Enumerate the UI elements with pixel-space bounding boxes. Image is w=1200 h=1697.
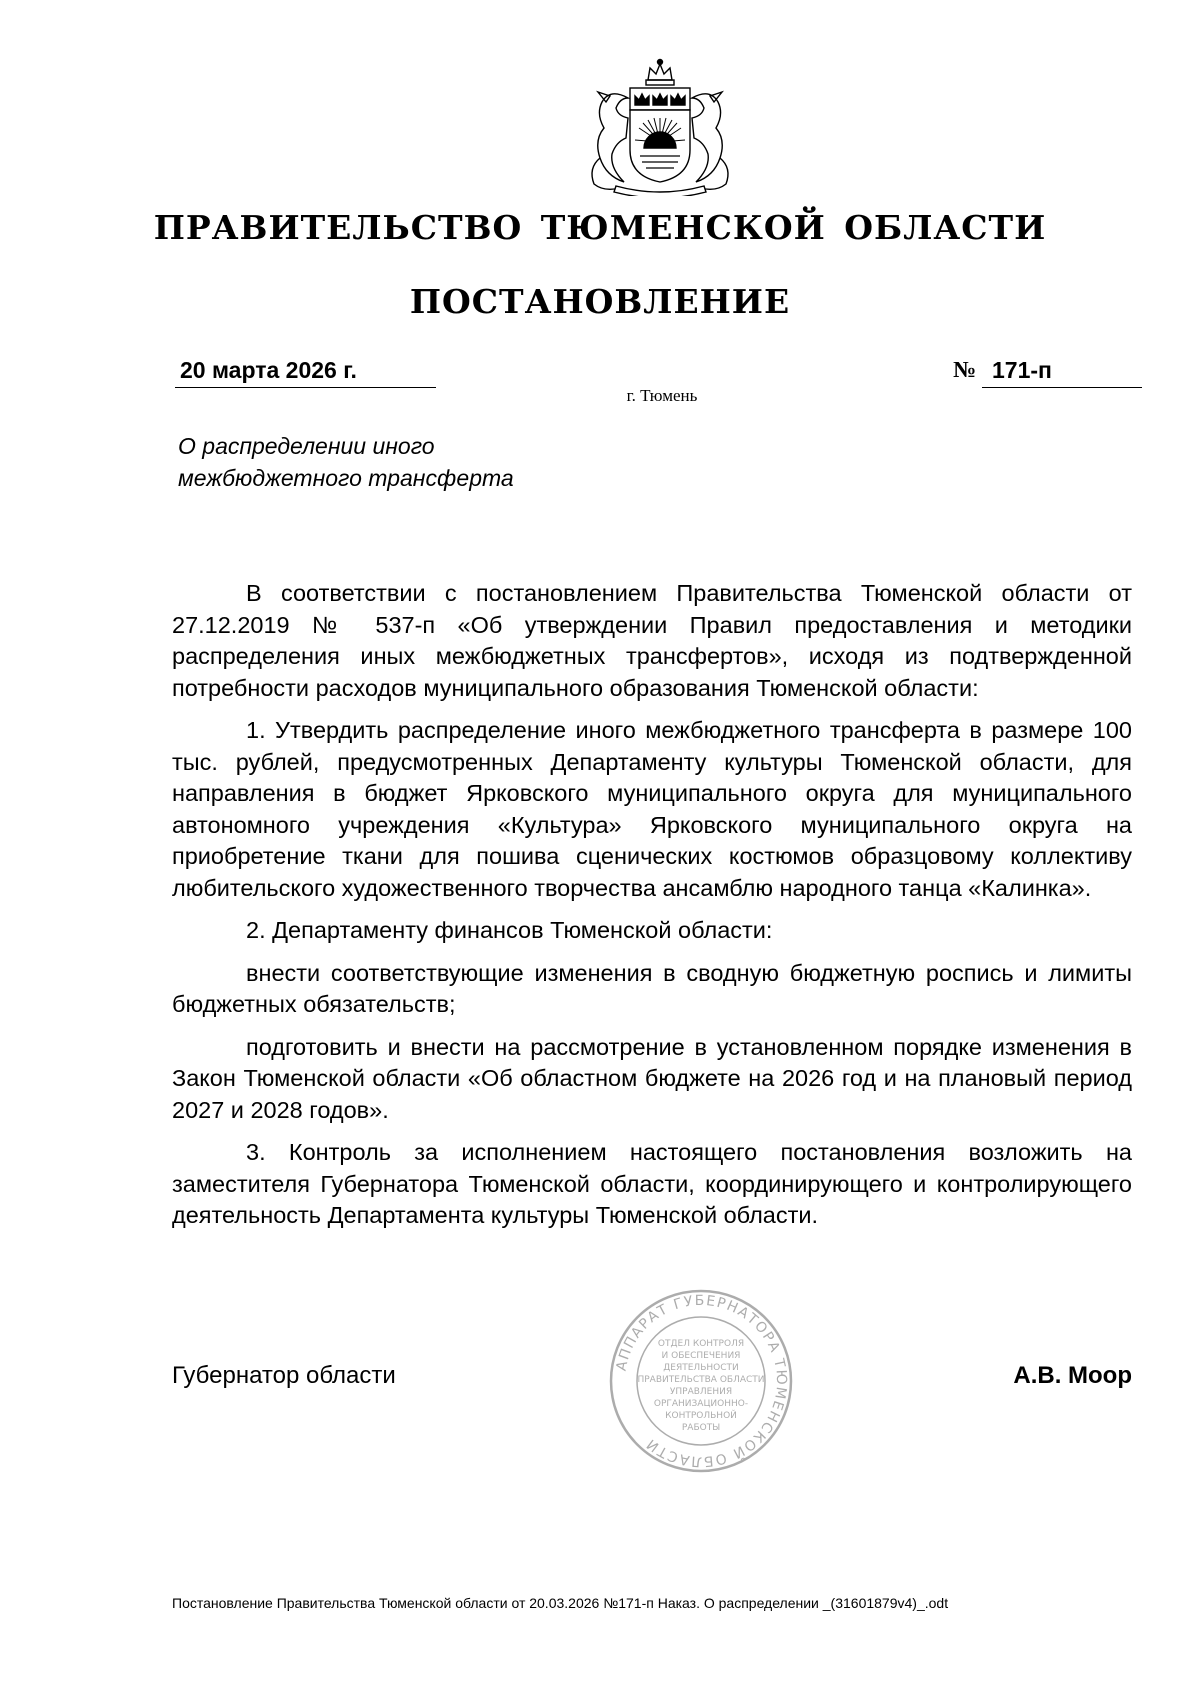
document-date: 20 марта 2026 г. <box>175 356 436 388</box>
tyumen-oblast-coat-of-arms-icon <box>580 58 740 196</box>
svg-text:ОРГАНИЗАЦИОННО-: ОРГАНИЗАЦИОННО- <box>653 1399 749 1409</box>
svg-text:И ОБЕСПЕЧЕНИЯ: И ОБЕСПЕЧЕНИЯ <box>661 1351 741 1361</box>
svg-text:УПРАВЛЕНИЯ: УПРАВЛЕНИЯ <box>669 1387 733 1397</box>
body-paragraph: подготовить и внести на рассмотрение в установленном порядке изменения в Закон Тюменской области «Об областном бюджете на 2026 год и на плановый период 2027 и 2028 годов». <box>172 1033 1132 1123</box>
svg-text:ПРАВИТЕЛЬСТВА ОБЛАСТИ: ПРАВИТЕЛЬСТВА ОБЛАСТИ <box>637 1375 765 1385</box>
svg-text:ОТДЕЛ КОНТРОЛЯ: ОТДЕЛ КОНТРОЛЯ <box>657 1339 745 1349</box>
signature-block <box>172 1362 1132 1402</box>
signatory-position: Губернатор области <box>172 1362 396 1389</box>
svg-text:КОНТРОЛЬНОЙ: КОНТРОЛЬНОЙ <box>665 1411 737 1421</box>
document-body <box>172 578 1132 1243</box>
body-paragraph: 1. Утвердить распределение иного межбюджетного трансферта в размере 100 тыс. рублей, предусмотренных Департаменту культуры Тюменской области, для направления в бюджет Ярковского муниципального округа для муниципального автономного учреждения «Культура» Ярковского муниципального округа на приобретение ткани для пошива сценических костюмов образцовому коллективу любительского художественного творчества ансамблю народного танца «Калинка». <box>172 717 1132 901</box>
body-paragraph: 2. Департаменту финансов Тюменской области: <box>246 917 773 943</box>
number-label: № <box>953 357 977 382</box>
subject-line: межбюджетного трансферта <box>178 465 514 491</box>
government-name: ПРАВИТЕЛЬСТВО ТЮМЕНСКОЙ ОБЛАСТИ <box>153 208 1047 247</box>
subject-line: О распределении иного <box>178 433 435 459</box>
document-number: 171-п <box>982 356 1142 388</box>
body-paragraph: 3. Контроль за исполнением настоящего постановления возложить на заместителя Губернатора Тюменской области, координирующего и контролирующего деятельность Департамента культуры Тюменской области. <box>172 1139 1132 1228</box>
document-footer: Постановление Правительства Тюменской области от 20.03.2026 №171-п Наказ. О распределении _(31601879v4)_.odt <box>172 1595 949 1611</box>
body-paragraph: внести соответствующие изменения в сводную бюджетную роспись и лимиты бюджетных обязательств; <box>172 959 1132 1017</box>
signatory-name: А.В. Моор <box>1013 1362 1132 1389</box>
body-paragraph: В соответствии с постановлением Правительства Тюменской области от 27.12.2019 № 537-п «Об утверждении Правил предоставления и методики распределения иных межбюджетных трансфертов», исходя из подтвержденной потребности расходов муниципального образования Тюменской области: <box>172 580 1132 701</box>
document-type-title: ПОСТАНОВЛЕНИЕ <box>409 282 791 321</box>
svg-text:АППАРАТ ГУБЕРНАТОРА ТЮМЕНСКОЙ: АППАРАТ ГУБЕРНАТОРА ТЮМЕНСКОЙ ОБЛАСТИ <box>613 1292 790 1470</box>
document-city: г. Тюмень <box>626 386 698 405</box>
svg-text:ДЕЯТЕЛЬНОСТИ: ДЕЯТЕЛЬНОСТИ <box>663 1363 739 1373</box>
document-subject <box>178 430 598 494</box>
svg-text:РАБОТЫ: РАБОТЫ <box>681 1423 721 1433</box>
